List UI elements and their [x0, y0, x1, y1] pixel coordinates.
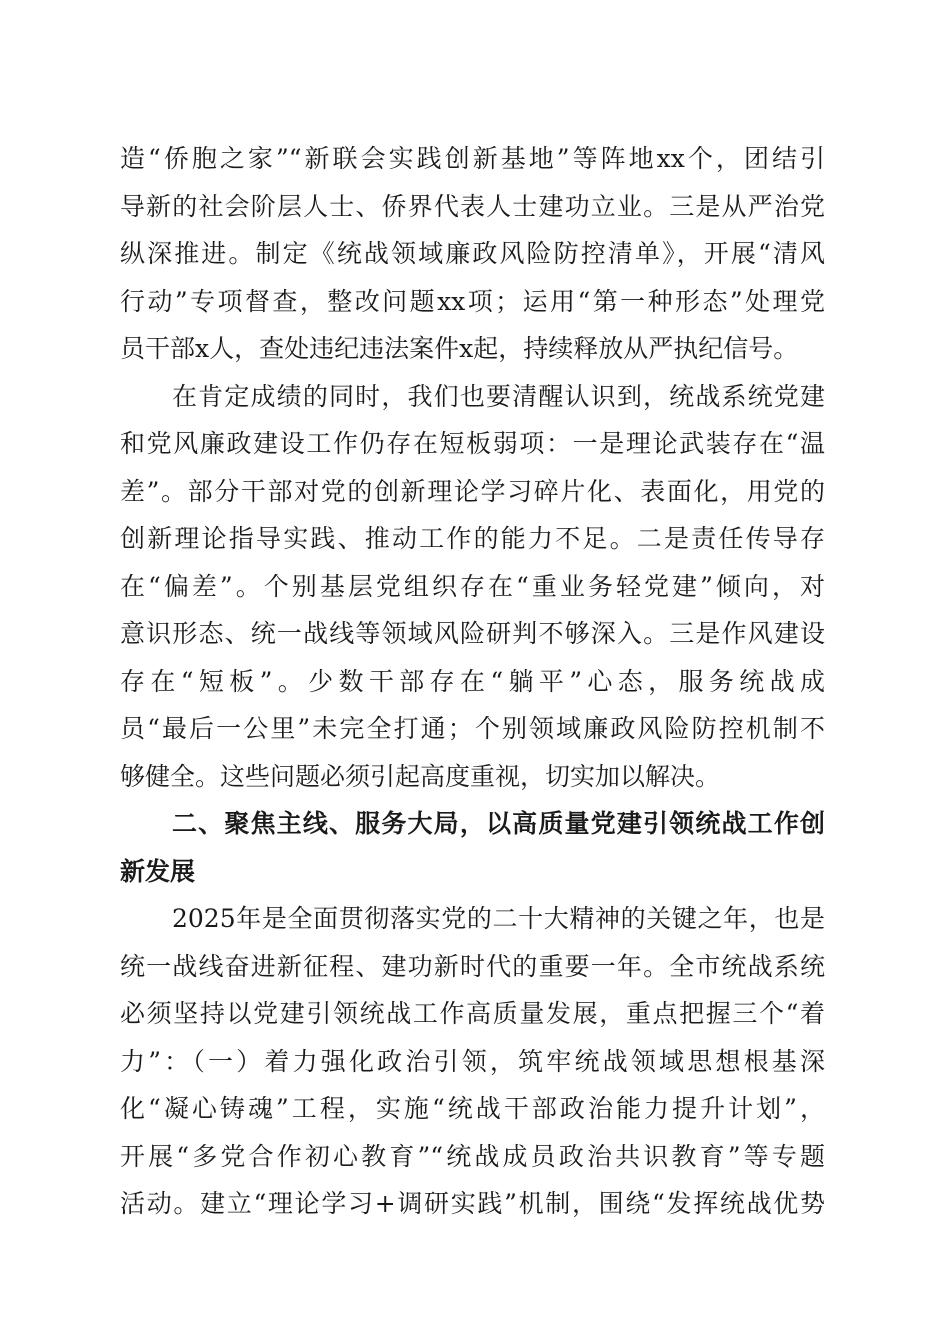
paragraph-line: 员干部x人，查处违纪违法案件x起，持续释放从严执纪信号。: [120, 334, 799, 363]
section-heading-line: 二、聚焦主线、服务大局，以高质量党建引领统战工作创: [172, 809, 825, 838]
paragraph-line: 2025年是全面贯彻落实党的二十大精神的关键之年，也是: [172, 904, 825, 933]
paragraph-line: 在“偏差”。个别基层党组织存在“重业务轻党建”倾向，对: [120, 572, 825, 601]
paragraph-line: 活动。建立“理论学习+调研实践”机制，围绕“发挥统战优势: [120, 1189, 825, 1218]
paragraph-line: 够健全。这些问题必须引起高度重视，切实加以解决。: [120, 762, 721, 791]
paragraph-line: 差”。部分干部对党的创新理论学习碎片化、表面化，用党的: [120, 477, 825, 506]
paragraph-line: 创新理论指导实践、推动工作的能力不足。二是责任传导存: [120, 524, 825, 553]
paragraph-line: 纵深推进。制定《统战领域廉政风险防控清单》，开展“清风: [120, 239, 825, 268]
paragraph-line: 行动”专项督查，整改问题xx项；运用“第一种形态”处理党: [120, 287, 825, 316]
paragraph-line: 在肯定成绩的同时，我们也要清醒认识到，统战系统党建: [172, 382, 825, 411]
paragraph-line: 导新的社会阶层人士、侨界代表人士建功立业。三是从严治党: [120, 192, 825, 221]
paragraph-line: 开展“多党合作初心教育”“统战成员政治共识教育”等专题: [120, 1142, 825, 1171]
paragraph-line: 存在“短板”。少数干部存在“躺平”心态，服务统战成: [120, 667, 825, 696]
section-heading-line: 新发展: [120, 857, 196, 886]
paragraph-line: 统一战线奋进新征程、建功新时代的重要一年。全市统战系统: [120, 952, 825, 981]
paragraph-line: 必须坚持以党建引领统战工作高质量发展，重点把握三个“着: [120, 999, 825, 1028]
paragraph-line: 力”：（一）着力强化政治引领，筑牢统战领域思想根基深: [120, 1047, 825, 1076]
paragraph-line: 员“最后一公里”未完全打通；个别领域廉政风险防控机制不: [120, 714, 825, 743]
paragraph-line: 造“侨胞之家”“新联会实践创新基地”等阵地xx个，团结引: [120, 144, 825, 173]
paragraph-line: 化“凝心铸魂”工程，实施“统战干部政治能力提升计划”，: [120, 1094, 825, 1123]
paragraph-line: 和党风廉政建设工作仍存在短板弱项：一是理论武装存在“温: [120, 429, 825, 458]
paragraph-line: 意识形态、统一战线等领域风险研判不够深入。三是作风建设: [120, 619, 825, 648]
